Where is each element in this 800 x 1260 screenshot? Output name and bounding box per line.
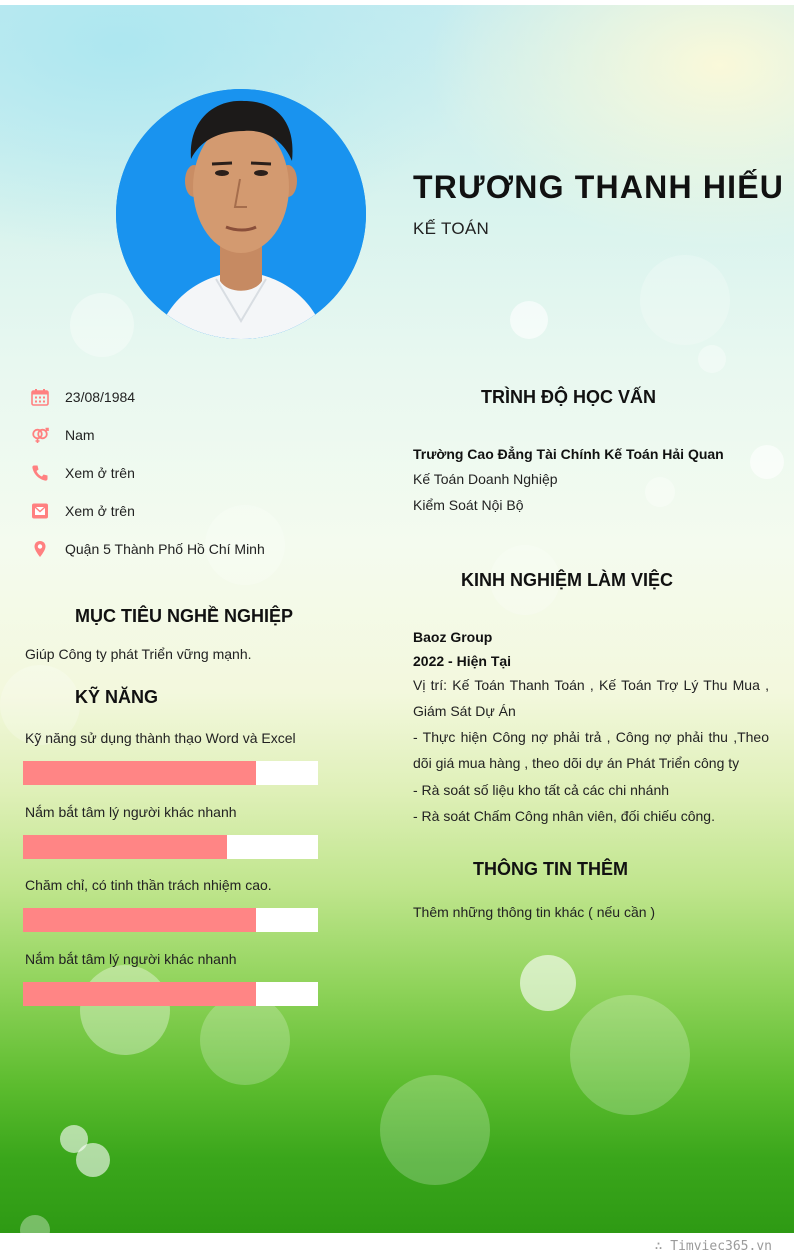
objective-title: MỤC TIÊU NGHỀ NGHIỆP <box>75 606 294 626</box>
skill-bar <box>23 908 318 932</box>
skill-label: Nắm bắt tâm lý người khác nhanh <box>25 804 237 820</box>
education-school: Trường Cao Đẳng Tài Chính Kế Toán Hải Quan <box>413 446 724 462</box>
bokeh-circle <box>510 301 548 339</box>
bokeh-circle <box>20 1215 50 1233</box>
skill-label: Chăm chỉ, có tinh thần trách nhiệm cao. <box>25 877 272 893</box>
bokeh-circle <box>520 955 576 1011</box>
address-value: Quận 5 Thành Phố Hồ Chí Minh <box>65 541 265 557</box>
skill-label: Kỹ năng sử dụng thành thạo Word và Excel <box>25 730 296 746</box>
bokeh-circle <box>380 1075 490 1185</box>
skill-bar <box>23 761 318 785</box>
education-major: Kiểm Soát Nội Bộ <box>413 497 524 513</box>
phone-icon <box>30 463 50 483</box>
contact-gender <box>30 423 95 447</box>
objective-text: Giúp Công ty phát Triển vững mạnh. <box>25 646 252 662</box>
experience-title: KINH NGHIỆM LÀM VIỆC <box>461 570 674 590</box>
envelope-icon <box>30 501 50 521</box>
education-major: Kế Toán Doanh Nghiệp <box>413 471 558 487</box>
skill-bar <box>23 982 318 1006</box>
bokeh-circle <box>570 995 690 1115</box>
birthday-value: 23/08/1984 <box>65 389 136 405</box>
email-value: Xem ở trên <box>65 503 135 519</box>
skill-label: Nắm bắt tâm lý người khác nhanh <box>25 951 237 967</box>
bokeh-circle <box>750 445 784 479</box>
extra-info-text: Thêm những thông tin khác ( nếu cần ) <box>413 904 656 920</box>
skill-bar <box>23 835 318 859</box>
gender-value: Nam <box>65 427 95 443</box>
contact-address <box>30 537 265 561</box>
calendar-icon <box>30 387 50 407</box>
bokeh-circle <box>640 255 730 345</box>
experience-duty: - Rà soát Chấm Công nhân viên, đối chiếu công. <box>413 808 715 824</box>
avatar-photo <box>116 89 366 339</box>
contact-phone <box>30 461 135 485</box>
location-pin-icon <box>30 539 50 559</box>
gender-icon <box>30 425 50 445</box>
education-title: TRÌNH ĐỘ HỌC VẤN <box>481 387 656 407</box>
experience-duty: - Rà soát số liệu kho tất cả các chi nhánh <box>413 782 670 798</box>
bokeh-circle <box>698 345 726 373</box>
experience-company: Baoz Group <box>413 629 493 645</box>
experience-position: Vị trí: Kế Toán Thanh Toán , Kế Toán Trợ Lý Thu Mua , Giám Sát Dự Án <box>413 677 769 719</box>
contact-email <box>30 499 135 523</box>
candidate-name: TRƯƠNG THANH HIẾU <box>413 169 785 205</box>
skills-title: KỸ NĂNG <box>75 687 159 707</box>
watermark: ∴ Timviec365.vn <box>654 1239 772 1254</box>
job-title: KẾ TOÁN <box>413 219 490 238</box>
skill-bar-fill <box>23 908 256 932</box>
bokeh-circle <box>200 995 290 1085</box>
bokeh-circle <box>76 1143 110 1177</box>
extra-info-title: THÔNG TIN THÊM <box>473 859 628 879</box>
skill-bar-fill <box>23 982 256 1006</box>
experience-duty: - Thực hiện Công nợ phải trả , Công nợ phải thu ,Theo dõi giá mua hàng , theo dõi dự án Phát Triển công ty <box>413 729 769 771</box>
phone-value: Xem ở trên <box>65 465 135 481</box>
bokeh-circle <box>645 477 675 507</box>
avatar <box>116 89 366 339</box>
skill-bar-fill <box>23 835 227 859</box>
contact-birthday <box>30 385 136 409</box>
bokeh-circle <box>70 293 134 357</box>
experience-period: 2022 - Hiện Tại <box>413 653 512 669</box>
skill-bar-fill <box>23 761 256 785</box>
cv-page <box>0 5 794 1233</box>
bokeh-circle <box>80 965 170 1055</box>
